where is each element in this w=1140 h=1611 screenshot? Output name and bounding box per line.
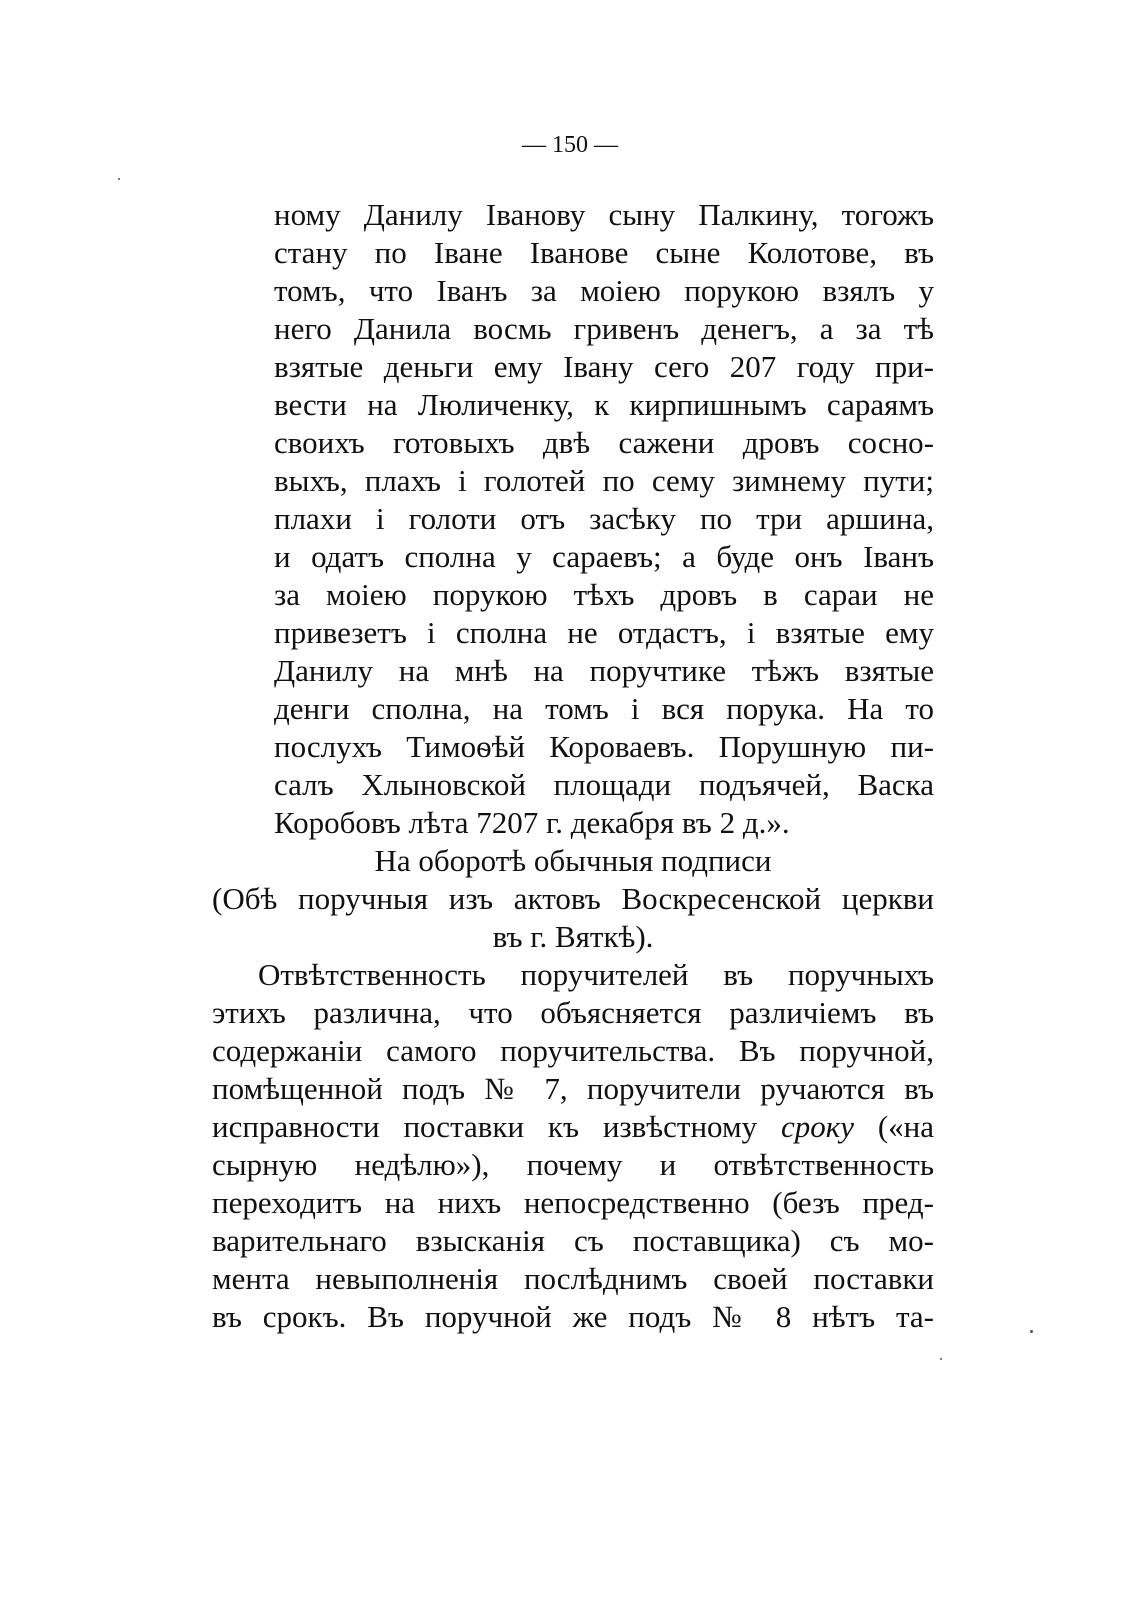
quote-line: денги сполна, на томъ і вся порука. На то xyxy=(274,691,934,726)
quote-line: ному Данилу Іванову сыну Палкину, тогожъ xyxy=(274,197,934,232)
quote-line: за моіею порукою тѣхъ дровъ в сараи не xyxy=(274,577,934,612)
quote-line: стану по Іване Іванове сыне Колотове, въ xyxy=(274,235,934,270)
quote-line: него Данила восмь гривенъ денегъ, а за тѣ xyxy=(274,311,934,346)
paragraph-line: варительнаго взысканія съ поставщика) съ мо- xyxy=(212,1223,934,1258)
paragraph-line-text: исправности поставки къ извѣстному xyxy=(212,1109,758,1144)
quote-line: привезетъ і сполна не отдастъ, і взятые ему xyxy=(274,615,934,650)
quote-line: взятые деньги ему Івану сего 207 году при- xyxy=(274,349,934,384)
quote-line: своихъ готовыхъ двѣ сажени дровъ сосно- xyxy=(274,425,934,460)
paragraph-line: Отвѣтственность поручителей въ поручныхъ xyxy=(258,957,934,992)
quote-line: салъ Хлыновской площади подъячей, Васка xyxy=(274,767,934,802)
paragraph-line: мента невыполненія послѣднимъ своей поставки xyxy=(212,1261,934,1296)
scan-speck xyxy=(118,178,120,180)
caption-line: въ г. Вяткѣ). xyxy=(492,919,654,954)
paragraph-line: содержаніи самого поручительства. Въ поручной, xyxy=(212,1033,934,1068)
caption-line: На оборотѣ обычныя подписи xyxy=(374,843,772,878)
quote-line: Коробовъ лѣта 7207 г. декабря въ 2 д.». xyxy=(274,805,790,840)
quote-line: Данилу на мнѣ на поручтике тѣжъ взятые xyxy=(274,653,934,688)
paragraph-line: въ срокъ. Въ поручной же подъ № 8 нѣтъ та- xyxy=(212,1299,934,1334)
paragraph-line-tail: («на xyxy=(877,1109,935,1144)
quote-line: томъ, что Іванъ за моіею порукою взялъ у xyxy=(274,273,934,308)
caption-line: (Обѣ поручныя изъ актовъ Воскресенской церкви xyxy=(212,881,934,916)
paragraph-line xyxy=(212,1108,934,1146)
paragraph-line: сыpную недѣлю»), почему и отвѣтственность xyxy=(212,1147,934,1182)
scan-speck xyxy=(940,1358,942,1360)
quote-line: выхъ, плахъ і голотей по сему зимнему пути; xyxy=(274,463,934,498)
paragraph-line: этихъ различна, что объясняется различіемъ въ xyxy=(212,995,934,1030)
paragraph-line: помѣщенной подъ № 7, поручители ручаются въ xyxy=(212,1071,934,1106)
paragraph-line: переходитъ на нихъ непосредственно (безъ пред- xyxy=(212,1185,934,1220)
emphasis-word: сроку xyxy=(780,1109,854,1144)
page-number: — 150 — xyxy=(522,132,618,158)
quote-line: послухъ Тимоѳѣй Короваевъ. Порушную пи- xyxy=(274,729,934,764)
quote-line: и одатъ сполна у сараевъ; а буде онъ Іванъ xyxy=(274,539,934,574)
quote-line: вести на Люличенку, к кирпишнымъ сараямъ xyxy=(274,387,934,422)
quote-line: плахи і голоти отъ засѣку по три аршина, xyxy=(274,501,934,536)
scan-speck xyxy=(1030,1330,1033,1333)
